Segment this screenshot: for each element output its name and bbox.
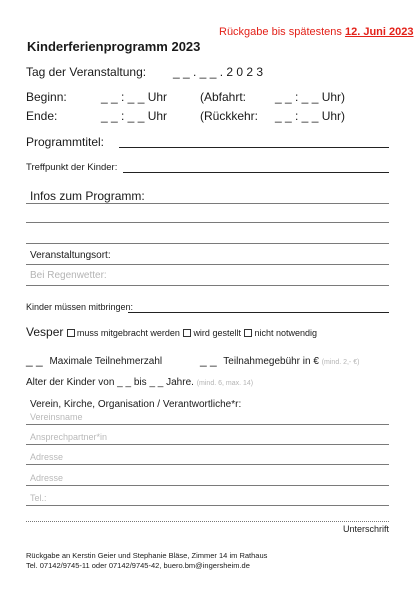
venue-label: Veranstaltungsort: [30, 250, 111, 261]
meeting-point-field[interactable] [123, 172, 389, 173]
org-field-5-placeholder: Tel.: [30, 493, 47, 503]
program-info-label: Infos zum Programm: [30, 189, 145, 203]
org-field-contact[interactable] [26, 444, 389, 445]
org-field-2-placeholder: Ansprechpartner*in [30, 432, 108, 442]
age-from-field[interactable]: _ _ [117, 377, 132, 388]
fee-hint: (mind. 2,- €) [321, 359, 360, 366]
snack-option-1-label: muss mitgebracht werden [76, 328, 180, 338]
signature-label: Unterschrift [343, 524, 390, 534]
org-field-address-2[interactable] [26, 485, 389, 486]
org-field-club-name[interactable] [26, 424, 389, 425]
begin-label: Beginn: [26, 90, 67, 104]
age-row [26, 377, 253, 388]
signature-line[interactable] [26, 521, 389, 522]
footer-line-2: Tel. 07142/9745-11 oder 07142/9745-42, buero.bm@ingersheim.de [26, 561, 250, 570]
snack-option-1-checkbox[interactable] [67, 329, 75, 337]
org-field-phone[interactable] [26, 505, 389, 506]
return-time-field[interactable]: _ _ : _ _ Uhr) [275, 109, 346, 123]
program-title-label: Programmtitel: [26, 135, 105, 149]
bring-along-field[interactable] [128, 312, 389, 313]
departure-time-field[interactable]: _ _ : _ _ Uhr) [275, 90, 346, 104]
age-hint: (mind. 6, max. 14) [196, 380, 254, 387]
org-field-address-1[interactable] [26, 464, 389, 465]
fee-row [200, 353, 359, 367]
snack-row [26, 325, 317, 339]
snack-option-2-label: wird gestellt [193, 328, 241, 338]
venue-field[interactable] [26, 264, 389, 265]
age-suffix: Jahre. [166, 377, 194, 388]
fee-field[interactable]: _ _ [200, 353, 217, 367]
organizer-label: Verein, Kirche, Organisation / Verantwortliche*r: [30, 399, 242, 410]
program-info-line-3[interactable] [26, 243, 389, 244]
footer-line-1: Rückgabe an Kerstin Geier und Stephanie Bläse, Zimmer 14 im Rathaus [26, 551, 268, 560]
return-deadline-date: 12. Juni 2023 [344, 26, 414, 38]
form-title: Kinderferienprogramm 2023 [27, 39, 201, 54]
org-field-3-placeholder: Adresse [30, 452, 64, 462]
meeting-point-label: Treffpunkt der Kinder: [26, 162, 118, 173]
age-to-field[interactable]: _ _ [149, 377, 164, 388]
event-day-field[interactable]: _ _ . _ _ . 2 0 2 3 [173, 65, 264, 79]
snack-option-3-label: nicht notwendig [254, 328, 318, 338]
return-label: (Rückkehr: [200, 109, 259, 123]
snack-option-3-checkbox[interactable] [244, 329, 252, 337]
begin-time-field[interactable]: _ _ : _ _ Uhr [101, 90, 168, 104]
bring-along-label: Kinder müssen mitbringen: [26, 302, 134, 312]
return-deadline-prefix: Rückgabe bis spätestens [219, 26, 342, 38]
rain-label: Bei Regenwetter: [30, 270, 107, 281]
program-info-line-2[interactable] [26, 222, 389, 223]
age-middle: bis [133, 377, 147, 388]
end-time-field[interactable]: _ _ : _ _ Uhr [101, 109, 168, 123]
event-day-label: Tag der Veranstaltung: [26, 65, 147, 79]
departure-label: (Abfahrt: [200, 90, 247, 104]
snack-label: Vesper [26, 325, 64, 339]
org-field-1-placeholder: Vereinsname [30, 412, 83, 422]
end-label: Ende: [26, 109, 58, 123]
org-field-4-placeholder: Adresse [30, 473, 64, 483]
rain-field[interactable] [26, 285, 389, 286]
max-participants-label: Maximale Teilnehmerzahl [49, 356, 163, 367]
return-deadline [219, 26, 413, 38]
snack-option-2-checkbox[interactable] [183, 329, 191, 337]
fee-label: Teilnahmegebühr in € [223, 356, 319, 367]
age-prefix: Alter der Kinder von [26, 377, 115, 388]
max-participants-field[interactable]: _ _ [26, 353, 43, 367]
max-participants-row [26, 353, 162, 367]
program-title-field[interactable] [119, 147, 389, 148]
program-info-line-1[interactable] [26, 203, 389, 204]
